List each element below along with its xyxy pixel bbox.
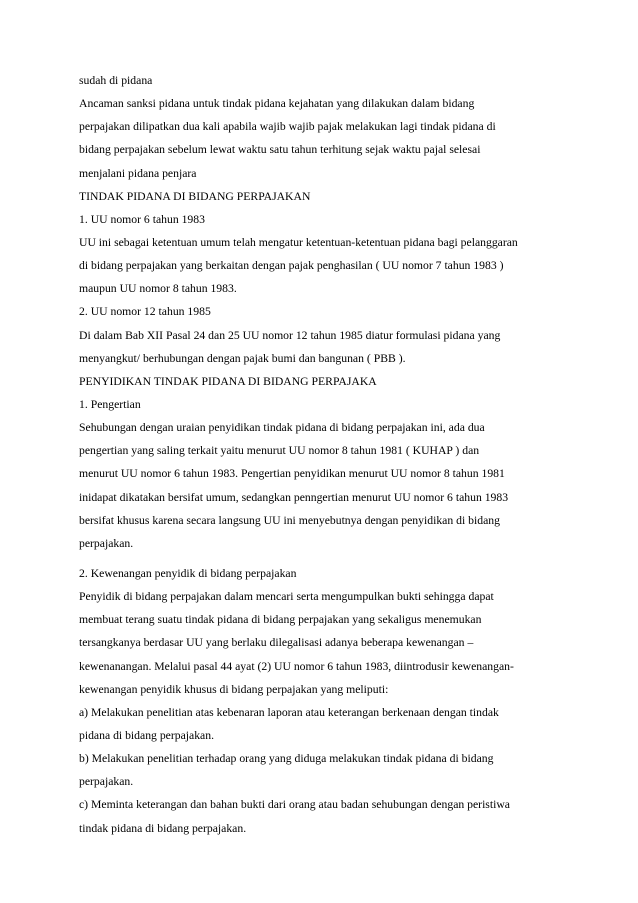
text-line: UU ini sebagai ketentuan umum telah mengatur ketentuan-ketentuan pidana bagi pelanggaran (79, 235, 518, 249)
text-line: Penyidik di bidang perpajakan dalam mencari serta mengumpulkan bukti sehingga dapat (79, 590, 494, 604)
text-line: Di dalam Bab XII Pasal 24 dan 25 UU nomor 12 tahun 1985 diatur formulasi pidana yang (79, 328, 501, 342)
section-heading: PENYIDIKAN TINDAK PIDANA DI BIDANG PERPAJAKA (79, 374, 377, 388)
text-line: Sehubungan dengan uraian penyidikan tindak pidana di bidang perpajakan ini, ada dua (79, 421, 485, 435)
text-line: pidana di bidang perpajakan. (79, 728, 215, 742)
document-page (79, 73, 559, 844)
text-line: perpajakan dilipatkan dua kali apabila wajib wajib pajak melakukan lagi tindak pidana di (79, 120, 496, 134)
text-line: Ancaman sanksi pidana untuk tindak pidana kejahatan yang dilakukan dalam bidang (79, 97, 475, 111)
subsection-heading: 2. Kewenangan penyidik di bidang perpajakan (79, 566, 297, 580)
subsection-heading: 1. Pengertian (79, 397, 141, 411)
text-line: bidang perpajakan sebelum lewat waktu satu tahun terhitung sejak waktu pajal selesai (79, 143, 481, 157)
list-item: c) Meminta keterangan dan bahan bukti dari orang atau badan sehubungan dengan peristiwa (79, 798, 510, 812)
text-line: kewenangan penyidik khusus di bidang perpajakan yang meliputi: (79, 682, 389, 696)
text-line: pengertian yang saling terkait yaitu menurut UU nomor 8 tahun 1981 ( KUHAP ) dan (79, 444, 480, 458)
text-line: perpajakan. (79, 536, 134, 550)
text-line: kewenanangan. Melalui pasal 44 ayat (2) UU nomor 6 tahun 1983, diintrodusir kewenangan- (79, 659, 514, 673)
text-line: membuat terang suatu tindak pidana di bidang perpajakan yang sekaligus menemukan (79, 613, 482, 627)
text-line: perpajakan. (79, 775, 134, 789)
text-line: menyangkut/ berhubungan dengan pajak bumi dan bangunan ( PBB ). (79, 351, 406, 365)
text-line: menurut UU nomor 6 tahun 1983. Pengertian penyidikan menurut UU nomor 8 tahun 1981 (79, 467, 505, 481)
list-item: b) Melakukan penelitian terhadap orang yang diduga melakukan tindak pidana di bidang (79, 752, 494, 766)
text-line: maupun UU nomor 8 tahun 1983. (79, 282, 237, 296)
text-line: menjalani pidana penjara (79, 166, 197, 180)
list-item: a) Melakukan penelitian atas kebenaran laporan atau keterangan berkenaan dengan tindak (79, 705, 499, 719)
paragraph-gap (79, 559, 559, 566)
text-line: tindak pidana di bidang perpajakan. (79, 821, 247, 835)
text-line: di bidang perpajakan yang berkaitan dengan pajak penghasilan ( UU nomor 7 tahun 1983 ) (79, 259, 504, 273)
text-line: bersifat khusus karena secara langsung UU ini menyebutnya dengan penyidikan di bidang (79, 513, 500, 527)
text-line: tersangkanya berdasar UU yang berlaku dilegalisasi adanya beberapa kewenangan – (79, 636, 474, 650)
text-line: inidapat dikatakan bersifat umum, sedangkan penngertian menurut UU nomor 6 tahun 1983 (79, 490, 509, 504)
section-heading: TINDAK PIDANA DI BIDANG PERPAJAKAN (79, 189, 311, 203)
subsection-heading: 1. UU nomor 6 tahun 1983 (79, 212, 205, 226)
subsection-heading: 2. UU nomor 12 tahun 1985 (79, 305, 211, 319)
text-line: sudah di pidana (79, 74, 153, 87)
